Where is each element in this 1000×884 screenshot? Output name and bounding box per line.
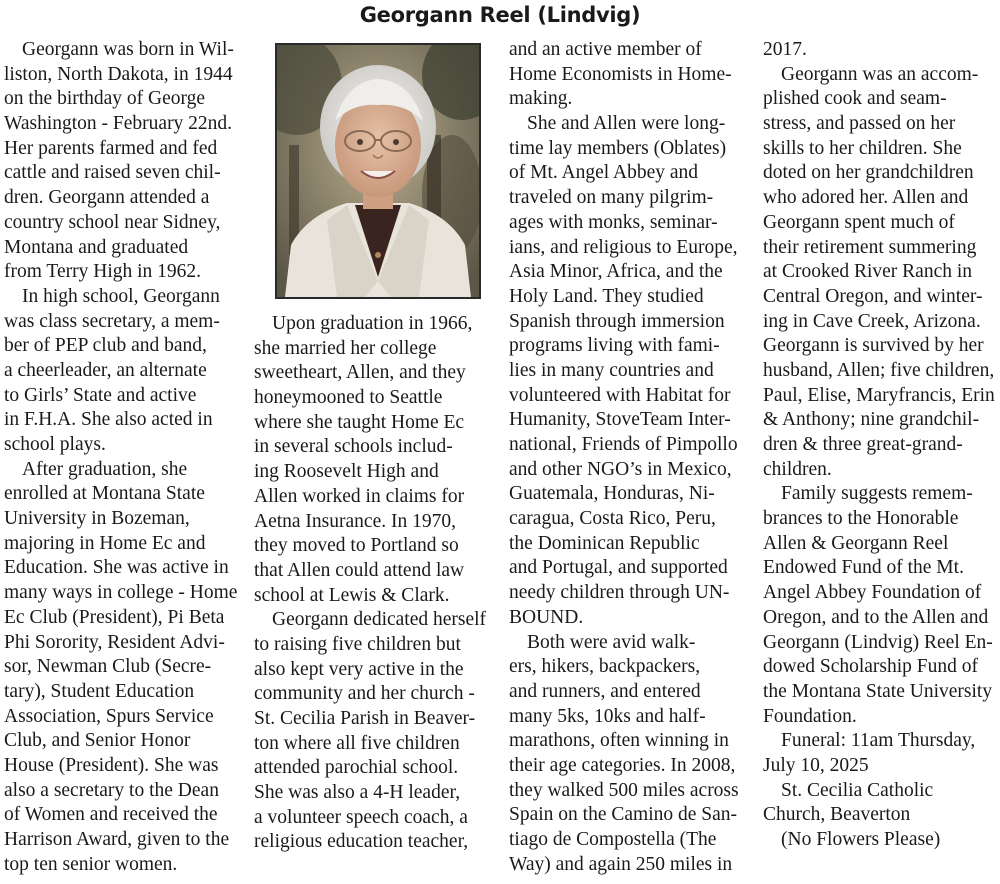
text-line: of Women and received the [4,804,218,826]
text-line: their age categories. In 2008, [509,754,736,776]
text-line: and Portugal, and supported [509,557,728,579]
text-line: dowed Scholarship Fund of [763,656,979,678]
text-line: to raising five children but [254,633,461,655]
text-line: & Anthony; nine grandchil- [763,409,980,431]
text-line: time lay members (Oblates) [509,137,727,159]
text-line: enrolled at Montana State [4,483,205,505]
text-line: their retirement summering [763,236,977,258]
text-line: House (President). She was [4,754,219,776]
text-line: Paul, Elise, Maryfrancis, Erin [763,384,995,406]
text-line: dren & three great-grand- [763,434,963,455]
text-line: Georgann dedicated herself [272,609,487,631]
text-line: After graduation, she [22,458,188,480]
text-line: and other NGO’s in Mexico, [509,458,732,480]
text-line: Washington - February 22nd. [4,113,233,135]
text-line: Oregon, and to the Allen and [763,606,989,628]
text-line: BOUND. [509,606,584,628]
text-line: ers, hikers, backpackers, [509,656,701,678]
text-line: Association, Spurs Service [4,705,214,727]
text-line: ing Roosevelt High and [254,461,439,483]
text-line: school at Lewis & Clark. [254,584,450,606]
text-line: ing in Cave Creek, Arizona. [763,310,981,332]
text-line: programs living with fami- [509,335,720,357]
text-line: Georgann is survived by her [763,335,984,357]
text-line: on the birthday of George [4,88,206,110]
text-line: Way) and again 250 miles in [509,853,733,875]
text-line: She and Allen were long- [527,113,726,135]
text-line: volunteered with Habitat for [509,384,731,406]
text-line: Georgann was an accom- [781,63,979,85]
text-line: Upon graduation in 1966, [272,313,473,334]
text-line: Georgann was born in Wil- [22,39,234,60]
text-line: Church, Beaverton [763,804,911,826]
text-line: sweetheart, Allen, and they [254,362,466,384]
text-line: Allen & Georgann Reel [763,532,949,554]
text-line: she married her college [254,337,437,359]
text-line: Endowed Fund of the Mt. [763,557,964,579]
text-line: caragua, Costa Rico, Peru, [509,508,716,530]
text-line: who adored her. Allen and [763,187,969,209]
text-line: religious education teacher, [254,831,469,853]
text-line: Angel Abbey Foundation of [763,582,982,604]
text-line: they walked 500 miles across [509,779,739,801]
text-line: in several schools includ- [254,436,453,458]
text-line: that Allen could attend law [254,559,465,581]
portrait-icon [277,45,479,297]
text-line: Central Oregon, and winter- [763,285,983,307]
text-line: (No Flowers Please) [781,829,941,850]
text-line: was class secretary, a mem- [4,310,220,332]
text-line: cattle and raised seven chil- [4,162,221,184]
text-column-1 [4,38,237,877]
text-line: Education. She was active in [4,557,229,579]
text-line: in F.H.A. She also acted in [4,409,213,431]
text-line: a volunteer speech coach, a [254,806,468,828]
text-line: national, Friends of Pimpollo [509,434,738,455]
portrait-photo [275,43,481,299]
text-column-4 [763,38,995,853]
text-line: sor, Newman Club (Secre- [4,656,212,678]
text-line: from Terry High in 1962. [4,261,202,283]
text-line: at Crooked River Ranch in [763,261,973,283]
text-line: they moved to Portland so [254,535,459,557]
text-line: Her parents farmed and fed [4,137,218,159]
text-line: dren. Georgann attended a [4,187,210,209]
text-line: Family suggests remem- [781,483,973,505]
text-line: and runners, and entered [509,680,701,702]
text-line: of Mt. Angel Abbey and [509,162,699,184]
text-line: liston, North Dakota, in 1944 [4,63,233,85]
text-line: Asia Minor, Africa, and the [509,261,723,283]
text-line: where she taught Home Ec [254,411,465,433]
text-line: Club, and Senior Honor [4,730,191,752]
text-line: making. [509,88,573,110]
text-line: Holy Land. They studied [509,285,704,307]
text-line: brances to the Honorable [763,508,959,530]
text-line: July 10, 2025 [763,754,869,776]
text-line: to Girls’ State and active [4,384,197,406]
text-line: Ec Club (President), Pi Beta [4,606,225,628]
text-line: Spain on the Camino de San- [509,804,738,826]
text-column-3 [509,38,739,877]
text-line: Georgann spent much of [763,211,955,233]
text-line: St. Cecilia Parish in Beaver- [254,708,476,729]
text-line: 2017. [763,39,807,60]
text-line: Foundation. [763,705,857,727]
text-line: many ways in college - Home [4,582,238,604]
text-line: Harrison Award, given to the [4,829,230,850]
text-line: St. Cecilia Catholic [781,779,934,801]
text-line: ber of PEP club and band, [4,335,207,357]
text-line: community and her church - [254,683,475,705]
text-line: needy children through UN- [509,582,730,604]
text-line: doted on her grandchildren [763,162,974,184]
text-line: Georgann (Lindvig) Reel En- [763,631,993,653]
text-line: In high school, Georgann [22,285,220,307]
text-line: Allen worked in claims for [254,485,465,507]
text-line: She was also a 4-H leader, [254,782,461,804]
text-line: Phi Sorority, Resident Advi- [4,631,225,653]
text-line: attended parochial school. [254,757,459,779]
text-line: Both were avid walk- [527,631,696,653]
text-line: lies in many countries and [509,359,714,381]
text-line: marathons, often winning in [509,730,729,752]
text-line: many 5ks, 10ks and half- [509,705,706,727]
text-line: ages with monks, seminar- [509,211,718,233]
text-line: ians, and religious to Europe, [509,236,738,258]
text-line: school plays. [4,434,106,455]
text-line: top ten senior women. [4,853,178,875]
text-line: children. [763,458,832,480]
text-line: ton where all five children [254,732,460,754]
text-line: tary), Student Education [4,680,195,702]
text-line: plished cook and seam- [763,88,947,110]
text-line: Montana and graduated [4,236,189,258]
text-line: Humanity, StoveTeam Inter- [509,409,731,431]
text-line: stress, and passed on her [763,113,956,135]
text-column-2 [254,312,486,855]
text-line: skills to her children. She [763,137,962,159]
text-line: tiago de Compostella (The [509,829,717,850]
text-line: the Montana State University [763,680,993,702]
text-line: husband, Allen; five children, [763,359,995,381]
text-line: country school near Sidney, [4,211,221,233]
text-line: traveled on many pilgrim- [509,187,714,209]
obituary-title: Georgann Reel (Lindvig) [359,3,641,27]
text-line: Guatemala, Honduras, Ni- [509,483,715,505]
text-line: also kept very active in the [254,658,464,680]
text-line: Home Economists in Home- [509,63,732,85]
text-line: Funeral: 11am Thursday, [781,730,976,752]
text-line: Aetna Insurance. In 1970, [254,510,456,532]
text-line: a cheerleader, an alternate [4,359,207,381]
text-line: the Dominican Republic [509,532,700,554]
text-line: majoring in Home Ec and [4,532,206,554]
text-line: Spanish through immersion [509,310,725,332]
text-line: University in Bozeman, [4,508,190,530]
text-line: also a secretary to the Dean [4,779,219,801]
text-line: honeymooned to Seattle [254,387,443,409]
text-line: and an active member of [509,39,702,60]
